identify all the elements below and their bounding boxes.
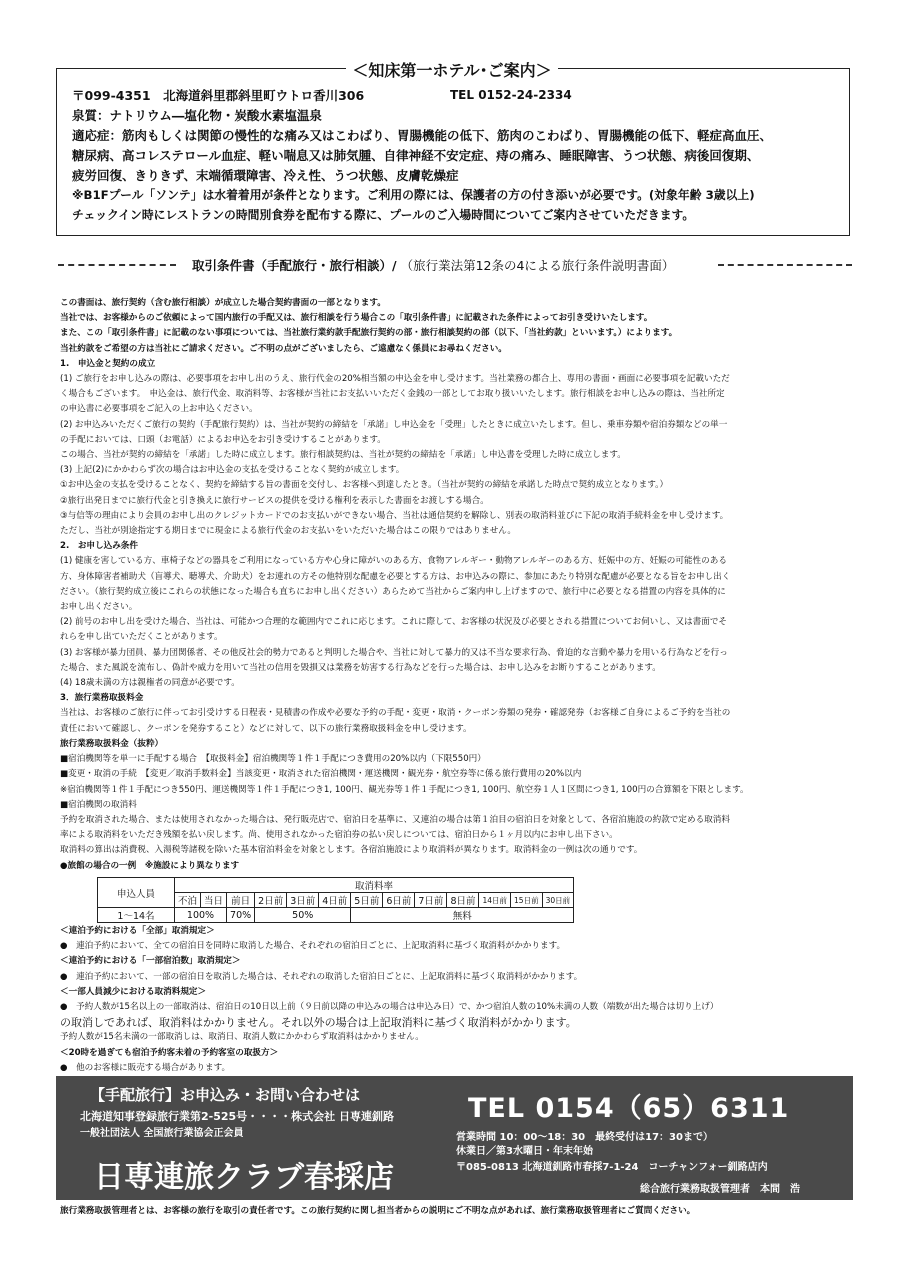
dash-left <box>58 264 176 266</box>
table-col-header: 2日前 <box>255 893 287 908</box>
body-line: 3．旅行業務取扱料金 <box>60 693 144 704</box>
table-value-free: 無料 <box>351 908 574 923</box>
table-row-label: 1～14名 <box>98 908 175 923</box>
body-line: ださい。（旅行契約成立後にこれらの状態になった場合も直ちにお申し出ください）あらためて当社からご案内申し上げますので、旅行中に必要となる措置の内容を具体的に <box>60 586 726 597</box>
cancel-rules <box>60 924 860 1076</box>
rule-line: の取消しであれば、取消料はかかりません。それ以外の場合は上記取消料に基づく取消料がかかります。 <box>60 1016 577 1030</box>
table-col-header: 6日前 <box>383 893 415 908</box>
body-line: 予約を取消された場合、または使用されなかった場合は、発行販売店で、宿泊日を基準に、又連泊の場合は第１泊目の宿泊日を対象として、各宿泊施設の約款で定める取消料 <box>60 814 730 825</box>
body-line: この書面は、旅行契約（含む旅行相談）が成立した場合契約書面の一部となります。 <box>60 298 386 308</box>
footer-hours: 営業時間 10：00～18：30 最終受付は17：30まで） <box>456 1132 713 1143</box>
hotel-pool: ※B1Fプール「ソンテ」は水着着用が条件となります。ご利用の際には、保護者の方の付き添いが必要です。(対象年齢 3歳以上) <box>72 188 755 202</box>
body-line: の申込書に必要事項をご記入の上お申込ください。 <box>60 404 258 415</box>
body-line: また、この「取引条件書」に記載のない事項については、当社旅行業約款手配旅行契約の部・旅行相談契約の部（以下、「当社約款」といいます。）によります。 <box>60 328 678 339</box>
bottom-note: 旅行業務取扱管理者とは、お客様の旅行を取引の責任者です。この旅行契約に関し担当者からの説明にご不明な点があれば、旅行業務取扱管理者にご質問ください。 <box>60 1206 696 1216</box>
footer-association: 一般社団法人 全国旅行業協会正会員 <box>80 1128 244 1139</box>
table-value-70: 70% <box>227 908 255 923</box>
body-line: 当社では、お客様からのご依頼によって国内旅行の手配又は、旅行相談を行う場合この「取引条件書」に記載された条件によってお引き受けいたします。 <box>60 313 653 324</box>
conditions-title: 取引条件書（手配旅行・旅行相談）/ <box>192 258 397 273</box>
body-line: く場合もございます。 申込金は、旅行代金、取消料等、お客様が当社にお支払いいただく金銭の一部としてお取り扱いいたします。旅行相談をお申し込みの際は、当社所定 <box>60 389 725 400</box>
body-line: ②旅行出発日までに旅行代金と引き換えに旅行サービスの提供を受ける権利を表示した書面をお渡しする場合。 <box>60 495 489 506</box>
rule-line: ＜一部人員減少における取消料規定＞ <box>60 986 207 997</box>
body-line: ①お申込金の支払を受けることなく、契約を締結する旨の書面を交付し、お客様へ到達したとき。（当社が契約の締結を承諾した時点で契約成立となります。） <box>60 480 669 491</box>
table-col-header: 4日前 <box>319 893 351 908</box>
body-line: の手配においては、口頭（お電話）によるお申込をお引き受けすることがあります。 <box>60 434 386 445</box>
body-line: ■変更・取消の手続 【変更／取消手数料金】当該変更・取消された宿泊機関・運送機関・観光券・航空券等に係る旅行費用の20%以内 <box>60 769 582 780</box>
rule-line: ● 連泊予約において、全ての宿泊日を同時に取消した場合、それぞれの宿泊日ごとに、上記取消料に基づく取消料がかかります。 <box>60 941 566 952</box>
body-line: れらを申し出ていただくことがあります。 <box>60 632 223 643</box>
table-col-header: 7日前 <box>415 893 447 908</box>
hotel-spring: 泉質：ナトリウム―塩化物・炭酸水素塩温泉 <box>72 108 322 123</box>
body-line: ※宿泊機関等１件１手配につき550円、運送機関等１件１手配につき1, 100円、観光券等１件１手配につき1, 100円、航空券１人１区間につき1, 100円の合算額を下限とします。 <box>60 784 749 795</box>
table-col-header: 14日前 <box>479 893 511 908</box>
body-line: 当社は、お客様のご旅行に伴ってお引受けする日程表・見積書の作成や必要な予約の手配・変更・取消・クーポン券類の発券・確認発券（お客様ご自身によるご予約を当社の <box>60 708 731 719</box>
table-col-header: 不泊 <box>175 893 201 908</box>
table-col-header: 15日前 <box>511 893 543 908</box>
conditions-body <box>60 296 860 874</box>
rule-line: ● 他のお客様に販売する場合があります。 <box>60 1062 231 1073</box>
rule-line: 予約人数が15名未満の一部取消しは、取消日、取消人数にかかわらず取消料はかかりません。 <box>60 1032 424 1043</box>
body-line: (3) お客様が暴力団員、暴力団関係者、その他反社会的勢力であると判明した場合や、当社に対して暴力的又は不当な要求行為、脅迫的な言動や暴力を用いる行為などを行っ <box>60 647 728 658</box>
table-col-header: 8日前 <box>447 893 479 908</box>
cancel-fee-table <box>97 877 574 923</box>
body-line: 当社約款をご希望の方は当社にご請求ください。ご不明の点がございましたら、ご遠慮なく係員にお尋ねください。 <box>60 343 507 354</box>
table-value-50: 50% <box>255 908 351 923</box>
hotel-checkin: チェックイン時にレストランの時間別食券を配布する際に、プールのご入場時間についてご案内させていただきます。 <box>72 208 695 222</box>
body-line: 2. お申し込み条件 <box>60 541 138 552</box>
body-line: 1. 申込金と契約の成立 <box>60 358 156 369</box>
conditions-subtitle: （旅行業法第12条の4による旅行条件説明書面） <box>400 258 675 273</box>
hotel-title: ＜知床第一ホテル･ご案内＞ <box>0 58 904 81</box>
body-line: (3) 上記(2)にかかわらず次の場合はお申込金の支払を受けることなく契約が成立します。 <box>60 465 405 476</box>
body-line: ■宿泊機関等を単一に手配する場合 【取扱料金】宿泊機関等１件１手配につき費用の20%以内（下限550円） <box>60 754 486 765</box>
hotel-tel: TEL 0152-24-2334 <box>450 88 572 102</box>
body-line: 旅行業務取扱料金（抜粋） <box>60 738 164 749</box>
table-col-header: 当日 <box>201 893 227 908</box>
rule-line: ＜20時を過ぎても宿泊予約客未着の予約客室の取扱方＞ <box>60 1047 279 1058</box>
footer-registration: 北海道知事登録旅行業第2-525号・・・・株式会社 日専連釧路 <box>80 1110 395 1123</box>
table-value-100: 100% <box>175 908 227 923</box>
dash-right <box>718 264 852 266</box>
table-col-header: 3日前 <box>287 893 319 908</box>
body-line: 責任において確認し、クーポンを発券すること）などに対して、以下の旅行業務取扱料金を申し受けます。 <box>60 723 472 734</box>
hotel-indications-3: 疲労回復、きりきず、末端循環障害、冷え性、うつ状態、皮膚乾燥症 <box>72 168 459 183</box>
body-line: ただし、当社が別途指定する期日までに現金による旅行代金のお支払いをいただいた場合はこの限りではありません。 <box>60 526 516 537</box>
footer-contact <box>56 1076 853 1200</box>
body-line: ③与信等の理由により会員のお申し出のクレジットカードでのお支払いができない場合、当社は通信契約を解除し、別表の取消料並びに下記の取消手続料金を申し受けます。 <box>60 510 729 521</box>
footer-holidays: 休業日／第3水曜日・年末年始 <box>456 1146 593 1157</box>
rule-line: ＜連泊予約における「全部」取消規定＞ <box>60 926 215 936</box>
hotel-address: 〒099-4351 北海道斜里郡斜里町ウトロ香川306 <box>72 88 365 103</box>
footer-address: 〒085-0813 北海道釧路市春採7-1-24 コーチャンフォー釧路店内 <box>456 1162 768 1173</box>
body-line: お申し出ください。 <box>60 602 138 613</box>
rule-line: ● 連泊予約において、一部の宿泊日を取消した場合は、それぞれの取消した宿泊日ごとに、上記取消料に基づく取消料がかかります。 <box>60 971 583 982</box>
table-col-header: 前日 <box>227 893 255 908</box>
body-line: (1) 健康を害している方、車椅子などの器具をご利用になっている方や心身に障がいのある方、食物アレルギー・動物アレルギーのある方、妊娠中の方、妊娠の可能性のある <box>60 556 727 567</box>
body-line: (2) お申込みいただくご旅行の契約（手配旅行契約）は、当社が契約の締結を「承諾」し申込金を「受理」したときに成立いたします。但し、乗車券類や宿泊券類などの単一 <box>60 419 728 430</box>
body-line: ●旅館の場合の一例 ※施設により異なります <box>60 860 240 871</box>
footer-inquiry: 【手配旅行】お申込み・お問い合わせは <box>90 1086 361 1104</box>
table-col-header: 5日前 <box>351 893 383 908</box>
footer-tel: TEL 0154（65）6311 <box>468 1093 790 1124</box>
body-line: (4) 18歳未満の方は親権者の同意が必要です。 <box>60 678 240 689</box>
body-line: この場合、当社が契約の締結を「承諾」した時に成立します。旅行相談契約は、当社が契約の締結を「承諾」し申込書を受理した時に成立します。 <box>60 450 626 461</box>
body-line: ■宿泊機関の取消料 <box>60 799 137 810</box>
hotel-indications-1: 適応症：筋肉もしくは関節の慢性的な痛み又はこわばり、胃腸機能の低下、筋肉のこわばり、胃腸機能の低下、軽症高血圧、 <box>72 128 773 143</box>
body-line: た場合、また風説を流布し、偽計や威力を用いて当社の信用を毀損又は業務を妨害する行為などを行った場合は、お申し込みをお断りすることがあります。 <box>60 662 661 673</box>
hotel-indications-2: 糖尿病、高コレステロール血症、軽い喘息又は肺気腫、自律神経不安定症、痔の痛み、睡眠障害、うつ状態、病後回復期、 <box>72 148 760 163</box>
body-line: 方、身体障害者補助犬（盲導犬、聴導犬、介助犬）をお連れの方その他特別な配慮を必要とする方は、お申込みの際に、参加にあたり特別な配慮が必要となる旨をお申し出く <box>60 571 731 582</box>
table-col-header: 30日前 <box>542 893 574 908</box>
table-header-applicants: 申込人員 <box>98 878 175 908</box>
body-line: 率による取消料をいただき残額を払い戻します。尚、使用されなかった宿泊券の払い戻しについては、宿泊日から１ヶ月以内にお申し出下さい。 <box>60 830 618 841</box>
body-line: (1) ご旅行をお申し込みの際は、必要事項をお申し出のうえ、旅行代金の20%相当額の申込金を申し受けます。当社業務の都合上、専用の書面・画面に必要事項を記載いただ <box>60 374 730 385</box>
footer-manager: 総合旅行業務取扱管理者 本間 浩 <box>640 1184 800 1195</box>
footer-shop-name: 日専連旅クラブ春採店 <box>94 1160 394 1195</box>
body-line: (2) 前号のお申し出を受けた場合、当社は、可能かつ合理的な範囲内でこれに応じます。これに際して、お客様の状況及び必要とされる措置についてお伺いし、又は書面でそ <box>60 617 728 628</box>
rule-line: ＜連泊予約における「一部宿泊数」取消規定＞ <box>60 956 241 967</box>
rule-line: ● 予約人数が15名以上の一部取消は、宿泊日の10日以上前（９日前以降の申込みの場合は申込み日）で、かつ宿泊人数の10%未満の人数（端数が出た場合は切り上げ） <box>60 1002 719 1013</box>
body-line: 取消料の算出は消費税、入湯税等諸税を除いた基本宿泊料金を対象とします。各宿泊施設により取消料が異なります。取消料金の一例は次の通りです。 <box>60 845 643 856</box>
table-header-rate: 取消料率 <box>175 878 574 893</box>
